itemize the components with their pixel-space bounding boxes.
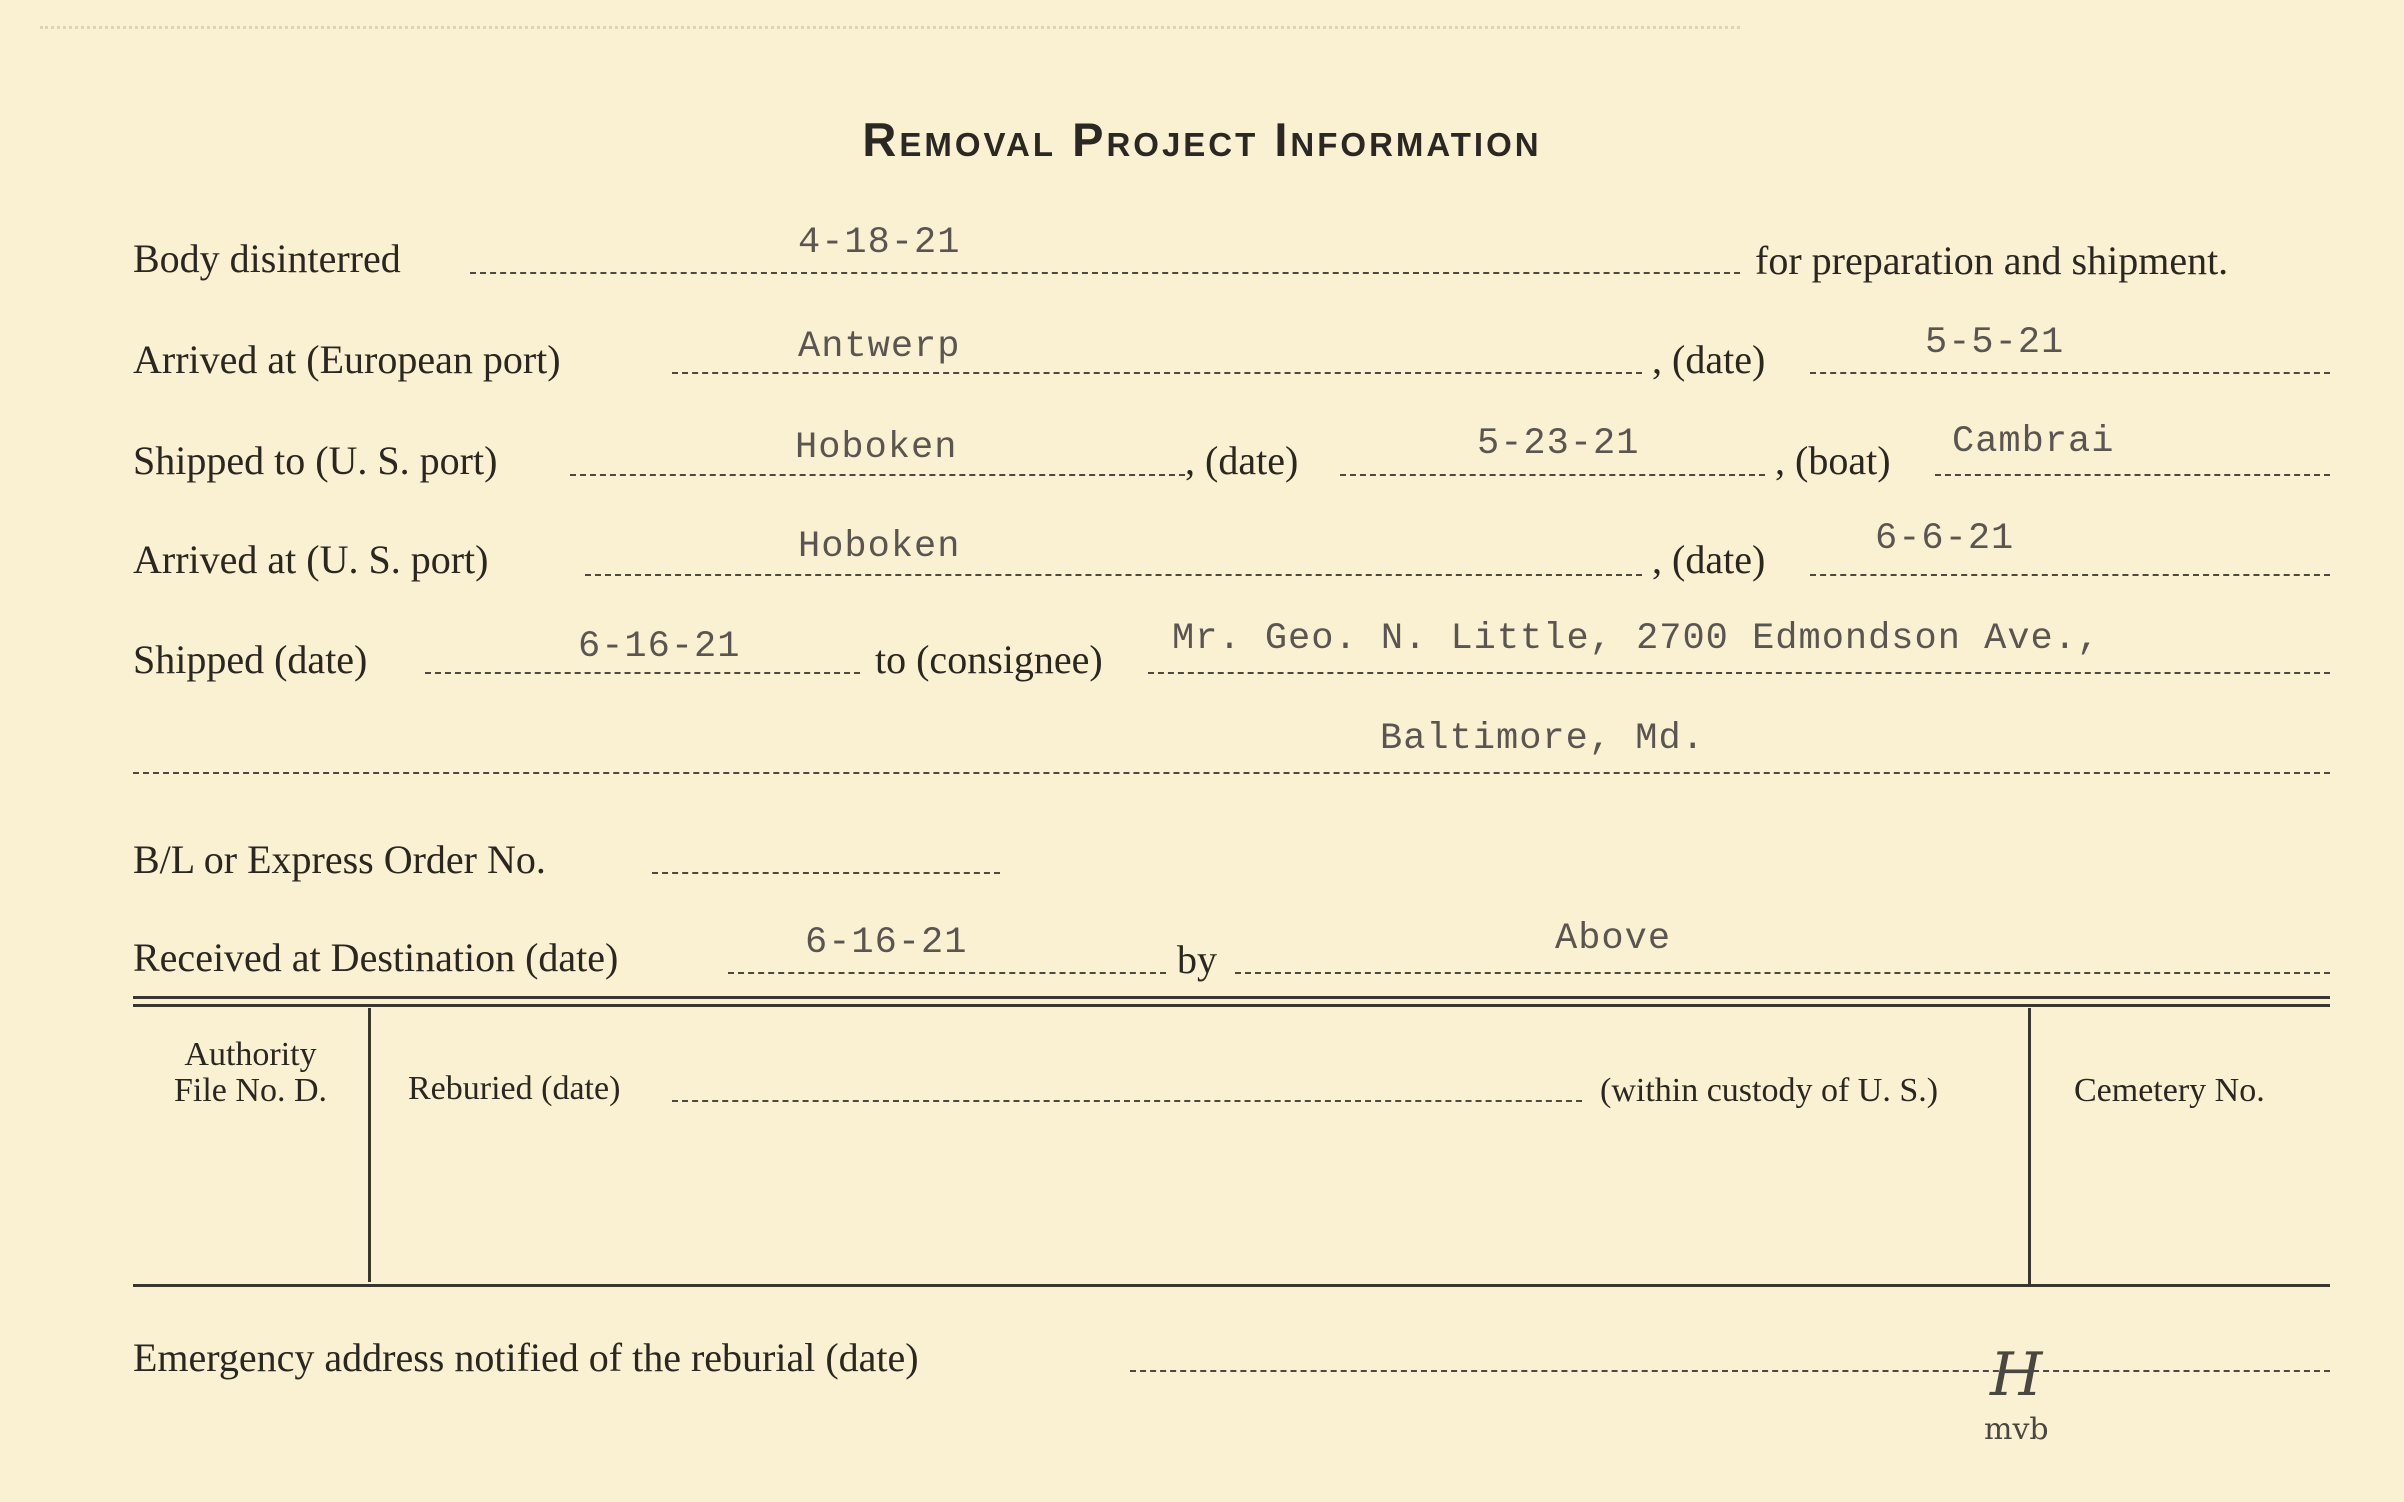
shipped-us-label: Shipped to (U. S. port) <box>133 438 498 483</box>
arrived-european-date: 5-5-21 <box>1925 322 2065 364</box>
custody-label: (within custody of U. S.) <box>1600 1072 1939 1109</box>
consignee-value-2: Baltimore, Md. <box>1380 718 1705 760</box>
consignee-value-1: Mr. Geo. N. Little, 2700 Edmondson Ave., <box>1172 618 2101 660</box>
shipped-us-date: 5-23-21 <box>1477 423 1640 465</box>
shipped-date-label: Shipped (date) <box>133 637 368 682</box>
received-by: Above <box>1555 918 1672 960</box>
received-date-line <box>728 972 1166 974</box>
emergency-label: Emergency address notified of the reburial (date) <box>133 1335 919 1380</box>
body-disinterred-line <box>470 272 1740 274</box>
emergency-line <box>1130 1370 2330 1372</box>
table-top-rule-1 <box>133 996 2330 999</box>
table-divider-left <box>368 1008 371 1282</box>
authority-label-1: Authority <box>184 1036 317 1073</box>
arrived-us-label: Arrived at (U. S. port) <box>133 537 489 582</box>
shipped-us-port: Hoboken <box>795 427 958 469</box>
signature-mark: H <box>1990 1340 2043 1410</box>
consignee-line-1 <box>1148 672 2330 674</box>
shipped-date: 6-16-21 <box>578 626 741 668</box>
consignee-line-2 <box>133 772 2330 774</box>
received-by-label: by <box>1177 937 1217 982</box>
reburied-line <box>672 1100 1582 1102</box>
shipped-us-port-line <box>570 474 1185 476</box>
consignee-label: to (consignee) <box>875 637 1103 682</box>
body-disinterred-value: 4-18-21 <box>798 222 961 264</box>
received-by-line <box>1235 972 2330 974</box>
bl-order-line <box>652 872 1000 874</box>
arrived-european-date-label: , (date) <box>1652 337 1766 382</box>
arrived-european-label: Arrived at (European port) <box>133 337 561 382</box>
arrived-us-date-label: , (date) <box>1652 537 1766 582</box>
edge-speckle <box>40 26 1740 33</box>
arrived-european-date-line <box>1810 372 2330 374</box>
reburied-label: Reburied (date) <box>408 1070 621 1107</box>
received-label: Received at Destination (date) <box>133 935 619 980</box>
bl-order-label: B/L or Express Order No. <box>133 837 546 882</box>
shipped-us-boat-line <box>1935 474 2330 476</box>
body-disinterred-suffix: for preparation and shipment. <box>1755 238 2229 283</box>
received-date: 6-16-21 <box>805 922 968 964</box>
arrived-us-port: Hoboken <box>798 526 961 568</box>
page-title: Removal Project Information <box>862 113 1542 166</box>
table-bottom-rule <box>133 1284 2330 1287</box>
cemetery-label: Cemetery No. <box>2074 1072 2265 1109</box>
shipped-us-date-line <box>1340 474 1765 476</box>
table-divider-right <box>2028 1008 2031 1286</box>
authority-label-2: File No. D. <box>174 1072 327 1109</box>
arrived-european-port: Antwerp <box>798 326 961 368</box>
arrived-us-date-line <box>1810 574 2330 576</box>
shipped-us-date-label: , (date) <box>1185 438 1299 483</box>
arrived-us-port-line <box>585 574 1642 576</box>
initials-text: mvb <box>1984 1412 2049 1447</box>
shipped-date-line <box>425 672 860 674</box>
arrived-us-date: 6-6-21 <box>1875 518 2015 560</box>
body-disinterred-label: Body disinterred <box>133 236 401 281</box>
shipped-us-boat-label: , (boat) <box>1775 438 1891 483</box>
table-top-rule-2 <box>133 1004 2330 1007</box>
arrived-european-port-line <box>672 372 1642 374</box>
shipped-us-boat: Cambrai <box>1952 421 2115 463</box>
